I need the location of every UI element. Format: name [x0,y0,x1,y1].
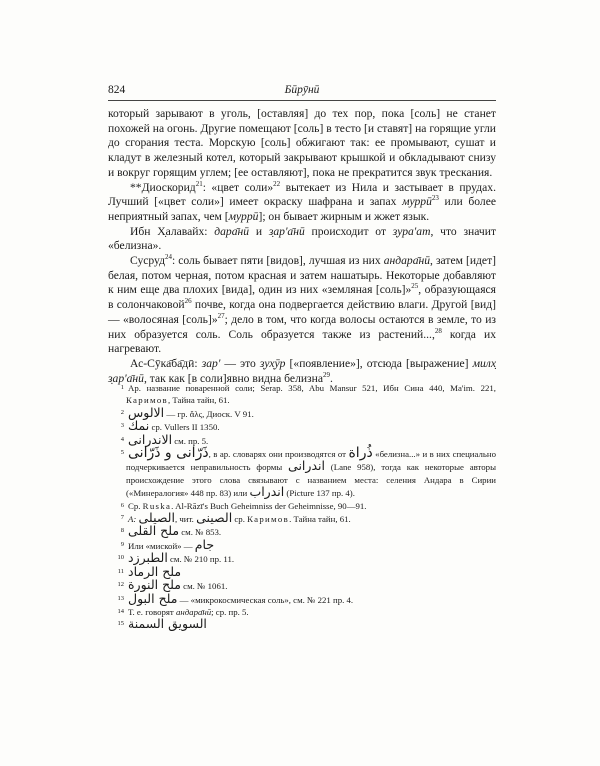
paragraph-2: **Диоскорид$^{21}$: «цвет соли»$^{22}$ вытекает из Нила и застывает в прудах. Лучший [«цвет соли»] имеет окраску шафрана и запах муррӣ$^{23}$ или более неприятный запах, чем [муррӣ]; он бывает жирным и жжет язык. [108,179,496,223]
header-rule [108,100,496,101]
page-number: 824 [108,84,126,96]
footnote-3: 3 نمك ср. Vullers II 1350. [120,418,220,434]
footnote-15: 15 السويق السمنة [117,616,207,632]
footnotes [108,382,496,632]
footnote-14: 14 Т. е. говорят андара̄нӣ; ср. пр. 5. [117,606,249,617]
footnote-6: 6 Ср. Ruska. Al-Rāzī's Buch Geheimniss der Geheimnisse, 90—91. [120,500,367,511]
footnote-5: 5 ذَرّانى و ذَرّانى, в ар. словарях они производятся от ذُراة «белизна...» и в них специально подчеркивается неправильность формы اندرانى (Lane 958), тогда как некоторые авторы происхождение этого слова связывают с названием места: селения Андара в Сирии («Минералогия» 448 пр. 83) или اندراب (Picture 137 пр. 4). [120,445,496,500]
page-header [108,84,496,100]
running-title: Бӣрӯнӣ [284,84,320,96]
footnote-1: 1 Ар. название поваренной соли; Serap. 358, Abu Mansur 521, Ибн Сина 440, Ma'im. 221, Каримов, Тайна тайн, 61. [120,383,496,406]
footnote-10: 10 الطبرزد см. № 210 пр. 11. [117,550,235,566]
paragraph-3: Ибн Х̣алавайх: дара̄нӣ и з̣ар'а̄нӣ происходит от з̣ура'ат, что значит «белизна». [108,224,497,253]
footnote-12: 12 ملح النورة см. № 1061. [117,577,228,593]
footnote-13: 13 ملح البول — «микрокосмическая соль», см. № 221 пр. 4. [117,590,354,606]
paragraph-1: который зарывают в уголь, [оставляя] до тех пор, пока [соль] не станет похожей на огонь. Другие помещают [соль] в тесто [и ставят] на горящие угли до сгорания теста. Морскую [соль] обжигают так: ее промывают, сушат и кладут в железный котел, который закрывают крышкой и обкладывают снизу и вокруг горящим углем; [ее оставляют], пока не прекратится звук трескания. [108,107,496,179]
footnote-9: 9 Или «миской» — جام [120,536,215,552]
paragraph-5: Ас-Сӯка̄ба̄дӣ: зар' — это з̣ух̣ӯр [«появление»], отсюда [выражение] милх̣ з̣ар'а̄нӣ, так как [в соли]явно видна белизна$^{29}$. [108,356,496,385]
paragraph-4: Сусруд$^{24}$: соль бывает пяти [видов], лучшая из них андара̄нӣ, затем [идет] белая, потом черная, потом красная и затем нашатырь. Некоторые добавляют к ним еще два плохих [вида], один из них «земляная [соль]»$^{25}$, образующаяся в солончаковой$^{26}$ почве, когда она подвергается действию влаги. Другой [вид] — «волосяная [соль]»$^{27}$; дело в том, что когда волосы остаются в земле, то из них образуется соль. Соль образуется также из растений...,$^{28}$ когда их нагревают. [108,253,497,356]
footnote-4: 4 الاندرانى см. пр. 5. [120,431,209,447]
main-text [108,107,496,386]
footnote-2: 2 الالوس — гр. ἅλς, Диоск. V 91. [120,404,254,420]
footnote-8: 8 ملح القلى см. № 853. [120,523,222,539]
footnote-7: 7 A: الصيلى, чит. الصينى ср. Каримов. Тайна тайн, 61. [120,510,351,526]
footnote-11: 11 ملح الرماد [117,563,182,579]
